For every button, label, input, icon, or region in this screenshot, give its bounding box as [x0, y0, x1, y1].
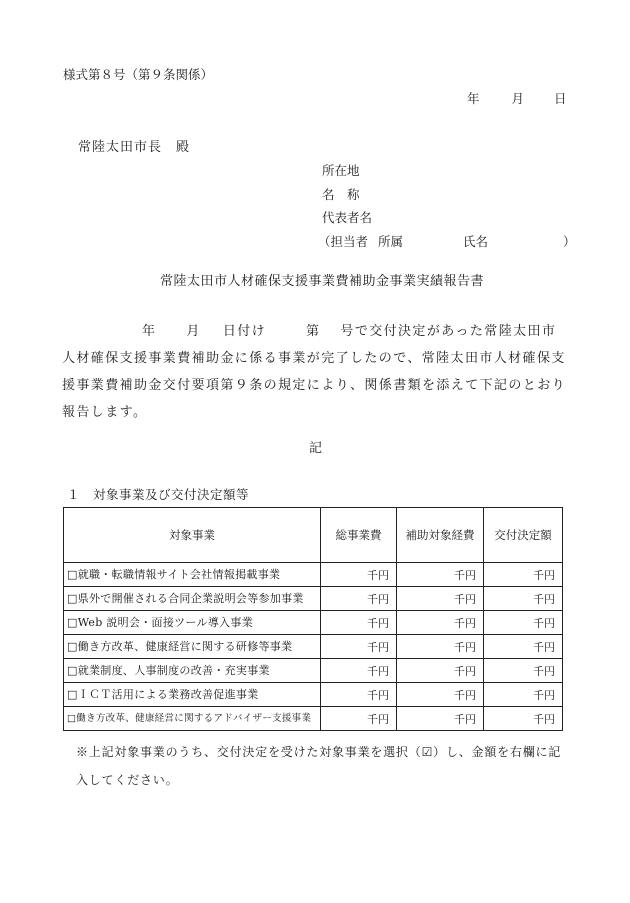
- eligible-cost-cell[interactable]: 千円: [397, 659, 484, 683]
- selection-note: ※上記対象事業のうち、交付決定を受けた対象事業を選択（☑）し、金額を右欄に記入してください。: [76, 745, 562, 787]
- table-header-row: [64, 508, 563, 563]
- decided-amount-cell[interactable]: 千円: [484, 683, 563, 707]
- table-row: [64, 635, 563, 659]
- name-label: 名 称: [322, 187, 360, 202]
- project-table: [63, 507, 563, 731]
- decided-amount-cell[interactable]: 千円: [484, 611, 563, 635]
- project-item[interactable]: □県外で開催される合同企業説明会等参加事業: [64, 587, 321, 611]
- total-cost-cell[interactable]: 千円: [321, 611, 397, 635]
- total-cost-cell[interactable]: 千円: [321, 683, 397, 707]
- eligible-cost-cell[interactable]: 千円: [397, 683, 484, 707]
- date-month-label: 月: [511, 91, 525, 106]
- address-label: 所在地: [322, 163, 360, 178]
- body-text: 号で交付決定があった常陸太田市人材確保支援事業費補助金に係る事業が完了したので、常陸太田市人材確保支援事業費補助金交付要項第９条の規定により、関係書類を添えて下記のとおり報告します。: [62, 324, 567, 420]
- project-item[interactable]: □働き方改革、健康経営に関するアドバイザー支援事業: [64, 707, 321, 731]
- addressee: 常陸太田市長 殿: [78, 140, 191, 155]
- eligible-cost-cell[interactable]: 千円: [397, 563, 484, 587]
- header-eligible-cost: 補助対象経費: [397, 508, 484, 563]
- table-row: [64, 587, 563, 611]
- project-item[interactable]: □就業制度、人事制度の改善・充実事業: [64, 659, 321, 683]
- body-month: 月: [186, 324, 201, 339]
- total-cost-cell[interactable]: 千円: [321, 587, 397, 611]
- decided-amount-cell[interactable]: 千円: [484, 707, 563, 731]
- contact-open: （担当者: [318, 234, 369, 249]
- date-line: [467, 91, 567, 107]
- table-row: [64, 707, 563, 731]
- eligible-cost-cell[interactable]: 千円: [397, 587, 484, 611]
- total-cost-cell[interactable]: 千円: [321, 563, 397, 587]
- contact-person-line: [318, 234, 576, 250]
- decided-amount-cell[interactable]: 千円: [484, 635, 563, 659]
- date-year-label: 年: [467, 91, 480, 106]
- ki-heading: 記: [309, 441, 323, 456]
- date-day-label: 日: [554, 91, 567, 106]
- section-1-title: １ 対象事業及び交付決定額等: [67, 487, 250, 502]
- project-item[interactable]: □ＩＣＴ活用による業務改善促進事業: [64, 683, 321, 707]
- decided-amount-cell[interactable]: 千円: [484, 659, 563, 683]
- form-number: 様式第８号（第９条関係）: [63, 67, 214, 82]
- contact-close: ）: [563, 234, 576, 249]
- project-item[interactable]: □働き方改革、健康経営に関する研修等事業: [64, 635, 321, 659]
- body-dai: 第: [306, 324, 321, 339]
- eligible-cost-cell[interactable]: 千円: [397, 635, 484, 659]
- header-decided-amount: 交付決定額: [484, 508, 563, 563]
- total-cost-cell[interactable]: 千円: [321, 707, 397, 731]
- decided-amount-cell[interactable]: 千円: [484, 563, 563, 587]
- body-date-suffix: 日付け: [222, 324, 267, 339]
- project-item[interactable]: □Web 説明会・面接ツール導入事業: [64, 611, 321, 635]
- department-label: 所属: [378, 234, 404, 249]
- project-item[interactable]: □就職・転職情報サイト会社情報掲載事業: [64, 563, 321, 587]
- body-year: 年: [142, 324, 157, 339]
- table-row: [64, 659, 563, 683]
- table-row: [64, 563, 563, 587]
- eligible-cost-cell[interactable]: 千円: [397, 611, 484, 635]
- document-title: 常陸太田市人材確保支援事業費補助金事業実績報告書: [160, 274, 485, 289]
- eligible-cost-cell[interactable]: 千円: [397, 707, 484, 731]
- person-name-label: 氏名: [463, 234, 489, 249]
- total-cost-cell[interactable]: 千円: [321, 635, 397, 659]
- representative-label: 代表者名: [322, 210, 373, 225]
- total-cost-cell[interactable]: 千円: [321, 659, 397, 683]
- report-body: [62, 318, 568, 426]
- table-row: [64, 683, 563, 707]
- header-total-cost: 総事業費: [321, 508, 397, 563]
- header-project: 対象事業: [64, 508, 321, 563]
- table-row: [64, 611, 563, 635]
- decided-amount-cell[interactable]: 千円: [484, 587, 563, 611]
